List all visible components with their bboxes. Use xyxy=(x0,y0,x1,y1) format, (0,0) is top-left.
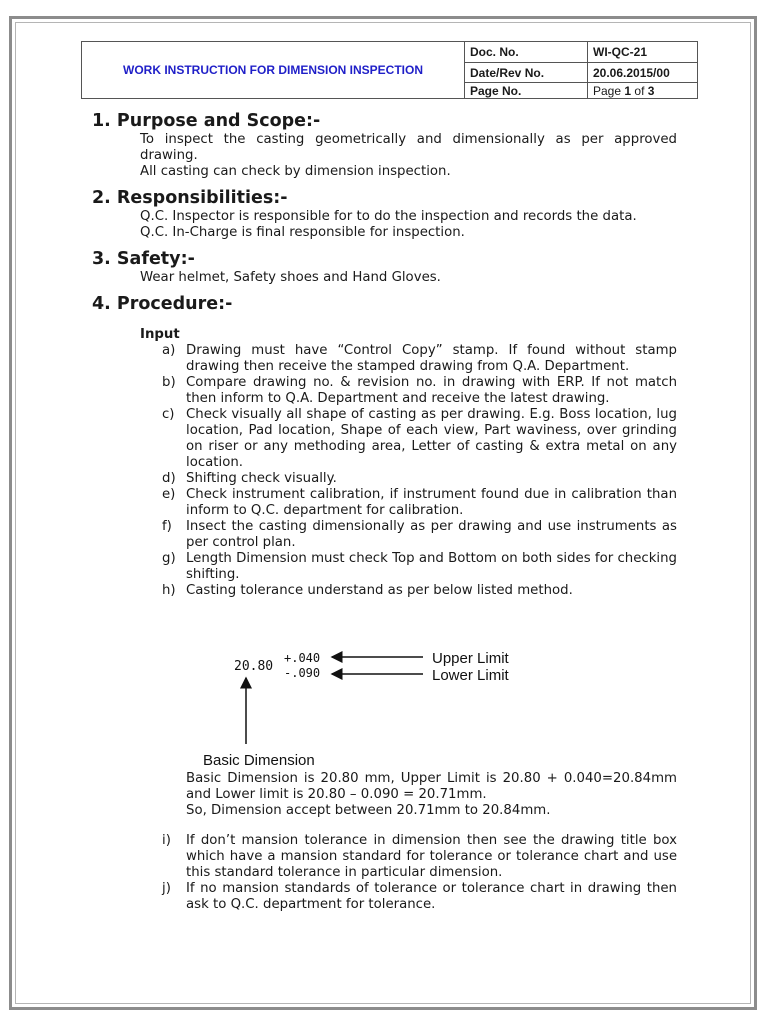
section-safety xyxy=(92,248,677,286)
list-item xyxy=(162,551,677,583)
list-item-text: Check visually all shape of casting as per drawing. E.g. Boss location, lug location, Pad location, Shape of each view, Part waviness, over grinding on riser or any methoding area, Letter of casting & extra metal on any location. xyxy=(186,407,677,470)
date-rev-label: Date/Rev No. xyxy=(465,63,588,83)
list-item xyxy=(162,471,677,487)
list-marker: j) xyxy=(162,881,171,896)
section-heading-responsibilities: 2. Responsibilities:- xyxy=(92,188,288,208)
list-item xyxy=(162,519,677,551)
basic-dimension-value: 20.80 xyxy=(234,659,274,674)
purpose-text-1: To inspect the casting geometrically and dimensionally as per approved drawing. xyxy=(140,132,677,163)
list-item xyxy=(162,881,677,913)
list-item-text: Shifting check visually. xyxy=(186,471,337,486)
list-item-text: Length Dimension must check Top and Bottom on both sides for checking shifting. xyxy=(186,551,677,582)
lower-tolerance-value: -.090 xyxy=(284,666,321,680)
tolerance-diagram-svg xyxy=(92,599,677,771)
responsibilities-text-1: Q.C. Inspector is responsible for to do the inspection and records the data. xyxy=(140,209,637,224)
list-marker: a) xyxy=(162,343,176,358)
list-item xyxy=(162,583,677,599)
basic-dimension-label: Basic Dimension xyxy=(203,752,315,769)
list-marker: b) xyxy=(162,375,176,390)
procedure-list xyxy=(92,343,677,599)
list-item xyxy=(162,375,677,407)
page-no-value xyxy=(588,83,698,99)
doc-no-label: Doc. No. xyxy=(465,42,588,63)
list-item-text: Casting tolerance understand as per below listed method. xyxy=(186,583,573,598)
purpose-text-2: All casting can check by dimension inspection. xyxy=(140,164,451,179)
doc-no-value: WI-QC-21 xyxy=(588,42,698,63)
lower-limit-label: Lower Limit xyxy=(432,667,509,684)
list-item xyxy=(162,343,677,375)
list-item-text: Insect the casting dimensionally as per drawing and use instruments as per control plan. xyxy=(186,519,677,550)
section-heading-purpose: 1. Purpose and Scope:- xyxy=(92,111,321,131)
page-prefix: Page xyxy=(593,83,622,98)
list-item-text: Drawing must have “Control Copy” stamp. If found without stamp drawing then receive the stamped drawing from Q.A. Department. xyxy=(186,343,677,374)
list-item-text: Check instrument calibration, if instrument found due in calibration than inform to Q.C. department for calibration. xyxy=(186,487,677,518)
list-item-text: If don’t mansion tolerance in dimension then see the drawing title box which have a mansion standard for tolerance or tolerance chart and use this standard tolerance in particular dimension. xyxy=(186,833,677,880)
section-heading-procedure: 4. Procedure:- xyxy=(92,294,233,314)
page-current: 1 xyxy=(624,83,632,98)
tolerance-diagram xyxy=(92,599,677,771)
upper-limit-label: Upper Limit xyxy=(432,650,509,667)
list-marker: g) xyxy=(162,551,176,566)
procedure-input-heading: Input xyxy=(140,327,180,342)
document-body xyxy=(92,110,677,920)
list-item xyxy=(162,833,677,881)
section-procedure xyxy=(92,293,677,913)
section-purpose xyxy=(92,110,677,180)
list-item xyxy=(162,487,677,519)
section-heading-safety: 3. Safety:- xyxy=(92,249,195,269)
date-rev-value: 20.06.2015/00 xyxy=(588,63,698,83)
document-title: WORK INSTRUCTION FOR DIMENSION INSPECTION xyxy=(82,42,465,99)
document-header-table xyxy=(81,41,698,99)
page-no-label: Page No. xyxy=(465,83,588,99)
list-item xyxy=(162,407,677,471)
list-marker: i) xyxy=(162,833,171,848)
procedure-list-continued xyxy=(92,833,677,913)
upper-tolerance-value: +.040 xyxy=(284,651,321,665)
list-marker: e) xyxy=(162,487,176,502)
list-marker: f) xyxy=(162,519,172,534)
list-marker: c) xyxy=(162,407,175,422)
page-of: of xyxy=(634,83,645,98)
list-marker: h) xyxy=(162,583,176,598)
tolerance-explanation-1: Basic Dimension is 20.80 mm, Upper Limit is 20.80 + 0.040=20.84mm and Lower limit is 20.80 – 0.090 = 20.71mm. xyxy=(186,771,677,802)
list-marker: d) xyxy=(162,471,176,486)
responsibilities-text-2: Q.C. In-Charge is final responsible for inspection. xyxy=(140,225,465,240)
tolerance-explanation-2: So, Dimension accept between 20.71mm to 20.84mm. xyxy=(186,803,551,818)
section-responsibilities xyxy=(92,187,677,241)
list-item-text: If no mansion standards of tolerance or tolerance chart in drawing then ask to Q.C. department for tolerance. xyxy=(186,881,677,912)
list-item-text: Compare drawing no. & revision no. in drawing with ERP. If not match then inform to Q.A. Department and receive the latest drawing. xyxy=(186,375,677,406)
page-total: 3 xyxy=(647,83,655,98)
safety-text: Wear helmet, Safety shoes and Hand Gloves. xyxy=(140,270,441,285)
